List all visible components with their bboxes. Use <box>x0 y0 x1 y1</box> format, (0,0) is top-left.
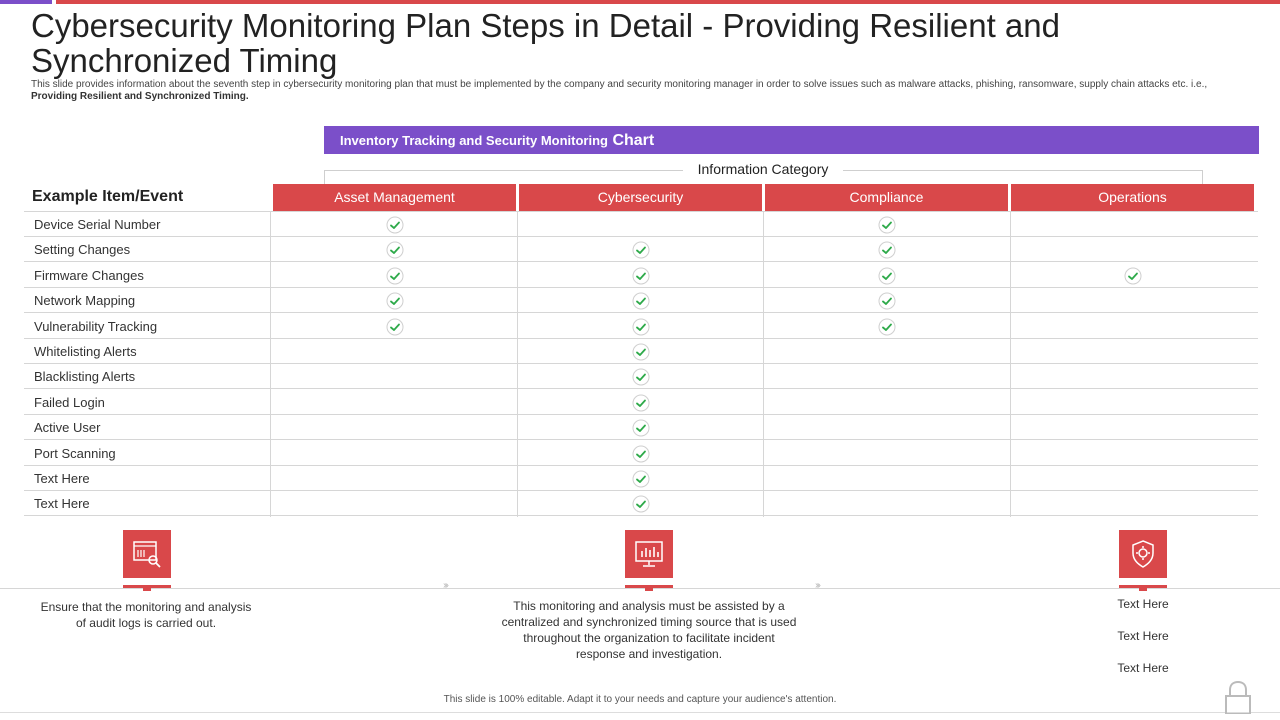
row-label: Active User <box>34 420 101 435</box>
step2-description: This monitoring and analysis must be assisted by a centralized and synchronized timing source that is used throughout the organization to facilitate incident response and investigation. <box>501 599 797 661</box>
row-label: Firmware Changes <box>34 268 144 283</box>
check-icon <box>386 318 404 336</box>
row-label: Network Mapping <box>34 293 136 308</box>
check-icon <box>878 216 896 234</box>
check-icon <box>878 292 896 310</box>
slide-subtitle <box>31 79 1241 103</box>
subtitle-text: This slide provides information about the seventh step in cybersecurity monitoring plan that must be implemented by the company and security monitoring manager in order to solve issues such as malware attacks, phishing, ransomware, supply chain attacks etc. i.e., <box>31 79 1208 90</box>
step2-icon-tile <box>625 530 673 578</box>
monitor-chart-icon <box>633 538 665 570</box>
check-icon <box>632 419 650 437</box>
check-icon <box>632 368 650 386</box>
check-icon <box>386 241 404 259</box>
check-icon <box>632 445 650 463</box>
column-header: Operations <box>1011 184 1254 211</box>
footer-rule <box>0 712 1280 713</box>
check-icon <box>632 292 650 310</box>
process-baseline <box>0 588 1280 589</box>
row-label: Vulnerability Tracking <box>34 319 158 334</box>
row-label: Whitelisting Alerts <box>34 344 137 359</box>
column-header: Cybersecurity <box>519 184 762 211</box>
step1-icon-tile <box>123 530 171 578</box>
category-label: Information Category <box>683 160 843 178</box>
step3-marker <box>1119 585 1167 588</box>
table-row <box>24 212 1258 237</box>
row-label: Failed Login <box>34 395 105 410</box>
step1-marker <box>123 585 171 588</box>
check-icon <box>632 470 650 488</box>
check-icon <box>386 292 404 310</box>
check-icon <box>632 267 650 285</box>
chart-title-main: Inventory Tracking and Security Monitoring <box>340 133 608 148</box>
step2-marker <box>625 585 673 588</box>
audit-log-search-icon <box>131 538 163 570</box>
step3-text-2: Text Here <box>1117 629 1169 643</box>
chevron-right-icon: ››› <box>815 580 819 591</box>
column-header: Compliance <box>765 184 1008 211</box>
row-label: Blacklisting Alerts <box>34 369 136 384</box>
slide-title: Cybersecurity Monitoring Plan Steps in Detail - Providing Resilient and Synchronized Timing <box>31 7 1060 79</box>
check-icon <box>1124 267 1142 285</box>
check-icon <box>878 241 896 259</box>
step1-description: Ensure that the monitoring and analysis of audit logs is carried out. <box>40 600 252 630</box>
chevron-right-icon: ››› <box>443 580 447 591</box>
top-accent-bar-purple <box>0 0 52 4</box>
check-icon <box>878 318 896 336</box>
step3-text-1: Text Here <box>1117 597 1169 611</box>
check-icon <box>386 267 404 285</box>
row-label: Text Here <box>34 496 90 511</box>
column-header: Asset Management <box>273 184 516 211</box>
step3-text-3: Text Here <box>1117 661 1169 675</box>
check-icon <box>632 241 650 259</box>
step3-icon-tile <box>1119 530 1167 578</box>
row-label: Setting Changes <box>34 242 131 257</box>
check-icon <box>386 216 404 234</box>
row-label: Port Scanning <box>34 446 116 461</box>
row-label: Device Serial Number <box>34 217 161 232</box>
row-label: Text Here <box>34 471 90 486</box>
check-icon <box>878 267 896 285</box>
chart-title-banner <box>324 126 1259 154</box>
chart-title-suffix: Chart <box>612 132 655 149</box>
lock-icon <box>1224 680 1252 714</box>
check-icon <box>632 495 650 513</box>
shield-gear-icon <box>1127 538 1159 570</box>
subtitle-emphasis: Providing Resilient and Synchronized Timing. <box>31 91 249 102</box>
top-accent-bar-red <box>56 0 1280 4</box>
check-icon <box>632 343 650 361</box>
check-icon <box>632 318 650 336</box>
item-column-header: Example Item/Event <box>32 188 184 205</box>
footer-note: This slide is 100% editable. Adapt it to your needs and capture your audience's attention. <box>443 694 837 705</box>
check-icon <box>632 394 650 412</box>
